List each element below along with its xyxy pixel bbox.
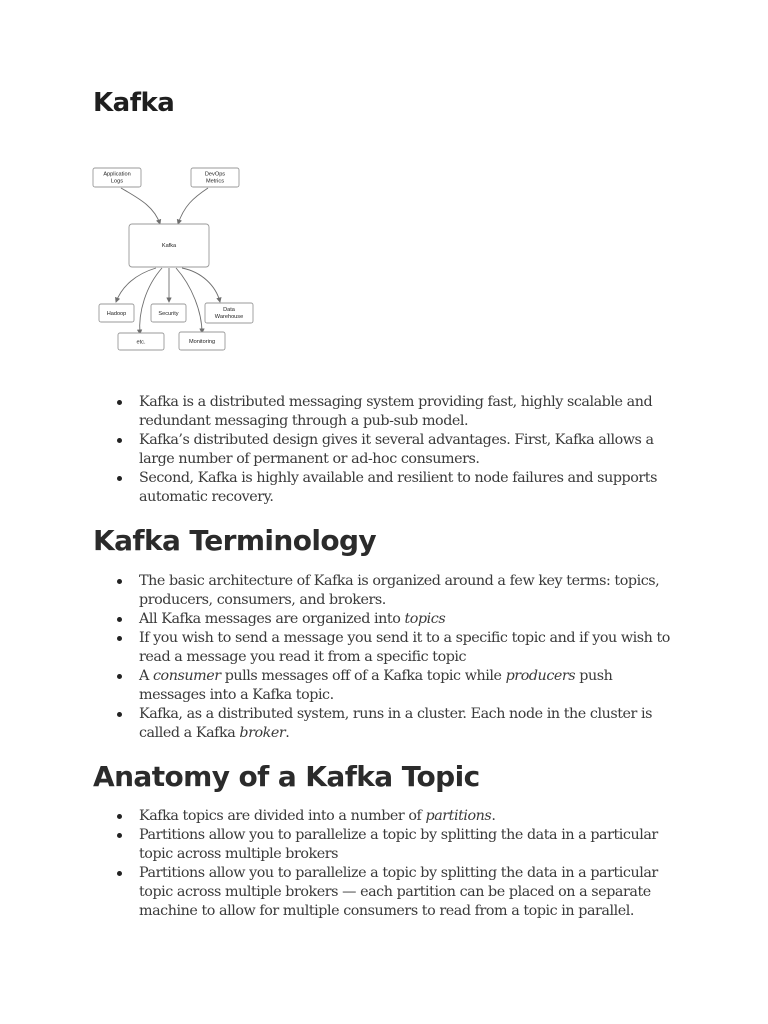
text-run: . [491,808,496,824]
node-application-logs-line1: Application [103,171,131,178]
node-monitoring-label: Monitoring [188,339,216,345]
node-application-logs-line2: Logs [110,178,124,185]
text-run: pulls messages off of a Kafka topic while [220,668,506,684]
node-etc-label: etc. [136,339,146,346]
node-devops-metrics-line1: DevOps [204,171,226,178]
node-data-warehouse-line1: Data [223,307,235,313]
text-run: All Kafka messages are organized into [139,611,405,627]
intro-list [115,393,675,507]
node-data-warehouse-line2: Warehouse [214,314,244,320]
node-hadoop-label: Hadoop [106,311,127,317]
node-devops-metrics [191,168,239,187]
node-etc [118,333,164,350]
node-monitoring [179,332,225,350]
node-kafka [129,224,209,267]
list-item [115,705,675,743]
list-item: If you wish to send a message you send it to a specific topic and if you wish to read a message you read it from a specific topic [115,629,675,667]
list-item: Kafka’s distributed design gives it several advantages. First, Kafka allows a large number of permanent or ad-hoc consumers. [115,431,675,469]
list-item: Second, Kafka is highly available and resilient to node failures and supports automatic recovery. [115,469,675,507]
text-run: Kafka, as a distributed system, runs in a cluster. Each node in the cluster is called a Kafka [139,706,653,741]
node-kafka-label: Kafka [161,243,177,249]
list-item: Partitions allow you to parallelize a topic by splitting the data in a particular topic across multiple brokers — each partition can be placed on a separate machine to allow for multiple consumers to read from a topic in parallel. [115,864,675,921]
kafka-architecture-diagram [88,162,260,354]
list-item: Partitions allow you to parallelize a topic by splitting the data in a particular topic across multiple brokers [115,826,675,864]
edge-logs-to-kafka [121,188,160,224]
section-heading-terminology: Kafka Terminology [93,524,377,557]
anatomy-list [115,807,675,921]
edge-metrics-to-kafka [178,188,208,224]
node-security-label: Security [158,311,179,317]
node-security [151,304,186,322]
text-run: push messages into a Kafka topic. [139,668,613,703]
terminology-list [115,572,675,743]
text-run: A [139,668,153,684]
list-item: The basic architecture of Kafka is organized around a few key terms: topics, producers, consumers, and brokers. [115,572,675,610]
emphasis-consumer: consumer [152,668,221,684]
text-run: . [285,725,290,741]
list-item [115,610,675,629]
node-hadoop [99,304,134,322]
node-data-warehouse [205,303,253,323]
list-item [115,667,675,705]
list-item: Kafka is a distributed messaging system providing fast, highly scalable and redundant messaging through a pub-sub model. [115,393,675,431]
list-item [115,807,675,826]
node-devops-metrics-line2: Metrics [205,178,225,185]
text-run: Kafka topics are divided into a number of [139,808,426,824]
page-title: Kafka [93,88,175,118]
edge-kafka-to-monitoring [176,268,202,333]
node-application-logs [93,168,141,187]
emphasis-partitions: partitions [425,808,492,824]
edge-kafka-to-etc [140,268,162,334]
section-heading-anatomy: Anatomy of a Kafka Topic [93,760,480,793]
emphasis-broker: broker [239,725,286,741]
emphasis-producers: producers [505,668,576,684]
emphasis-topics: topics [404,611,446,627]
